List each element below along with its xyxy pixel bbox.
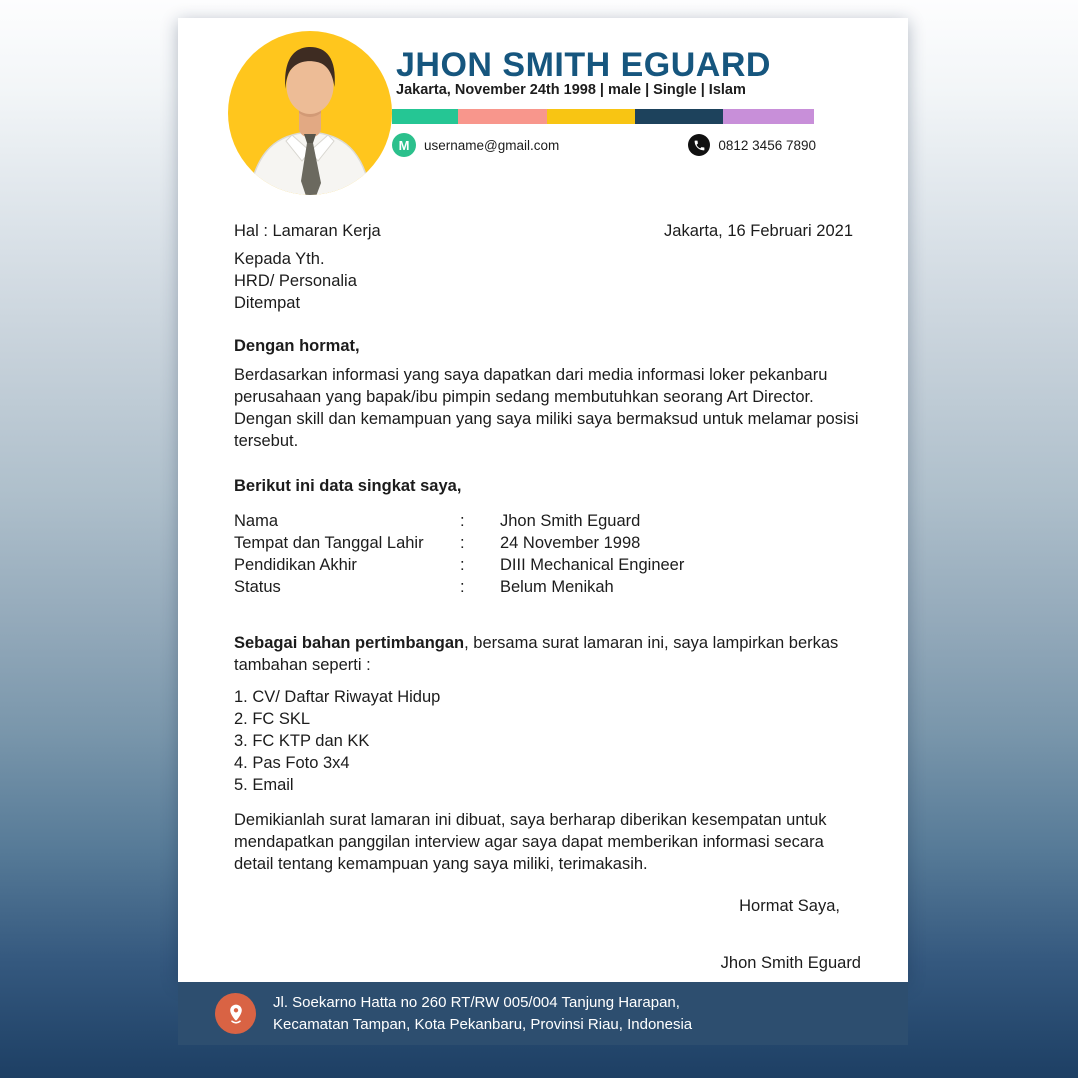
pd-separator: : (460, 556, 465, 574)
data-intro: Berikut ini data singkat saya, (234, 477, 462, 495)
signature-name: Jhon Smith Eguard (720, 954, 861, 972)
pd-value: DIII Mechanical Engineer (500, 556, 685, 574)
table-row (234, 510, 861, 532)
address-line-2: Kecamatan Tampan, Kota Pekanbaru, Provinsi Riau, Indonesia (273, 1015, 693, 1033)
attachments-lead-bold: Sebagai bahan pertimbangan (234, 634, 465, 652)
letter-body (234, 18, 861, 974)
list-item: 1. CV/ Daftar Riwayat Hidup (234, 688, 441, 706)
address-line-1: Jl. Soekarno Hatta no 260 RT/RW 005/004 Tanjung Harapan, (273, 993, 680, 1011)
email-icon: M (392, 133, 416, 157)
list-item: 2. FC SKL (234, 710, 311, 728)
email-text: username@gmail.com (424, 137, 560, 153)
recipient-line: Ditempat (234, 294, 301, 312)
attachments-list (234, 686, 861, 796)
list-item: 4. Pas Foto 3x4 (234, 754, 350, 772)
list-item: 3. FC KTP dan KK (234, 732, 370, 750)
location-pin-icon (215, 993, 256, 1034)
footer-band (178, 982, 908, 1045)
pd-label: Status (234, 578, 281, 596)
table-row (234, 532, 861, 554)
attachments-lead (234, 632, 861, 676)
footer-address (273, 992, 692, 1036)
recipient-line: Kepada Yth. (234, 250, 325, 268)
pd-separator: : (460, 578, 465, 596)
pd-value: Jhon Smith Eguard (500, 512, 641, 530)
letter-subject: Hal : Lamaran Kerja (234, 222, 381, 240)
person-subtitle: Jakarta, November 24th 1998 | male | Single | Islam (396, 82, 746, 98)
pd-value: 24 November 1998 (500, 534, 641, 552)
recipient-block (234, 248, 861, 314)
list-item: 5. Email (234, 776, 294, 794)
letter-date: Jakarta, 16 Februari 2021 (664, 222, 853, 240)
opening-paragraph: Berdasarkan informasi yang saya dapatkan dari media informasi loker pekanbaru perusahaan yang bapak/ibu pimpin sedang membutuhkan seorang Art Director. Dengan skill dan kemampuan yang saya miliki saya bermaksud untuk melamar posisi tersebut. (234, 366, 859, 450)
recipient-line: HRD/ Personalia (234, 272, 357, 290)
attachments-lead-rest: , bersama surat lamaran ini, saya lampirkan berkas tambahan seperti : (234, 634, 839, 674)
sign-off: Hormat Saya, (739, 897, 840, 915)
pd-label: Pendidikan Akhir (234, 556, 357, 574)
pd-value: Belum Menikah (500, 578, 614, 596)
pd-separator: : (460, 512, 465, 530)
closing-paragraph: Demikianlah surat lamaran ini dibuat, saya berharap diberikan kesempatan untuk mendapatkan panggilan interview agar saya dapat memberikan informasi secara detail tentang kemampuan yang saya miliki, terimakasih. (234, 811, 827, 873)
table-row (234, 554, 861, 576)
phone-text: 0812 3456 7890 (718, 137, 816, 153)
table-row (234, 576, 861, 598)
letter-page (178, 18, 908, 982)
pd-label: Tempat dan Tanggal Lahir (234, 534, 424, 552)
salutation: Dengan hormat, (234, 337, 360, 355)
subject-row (234, 220, 861, 242)
pd-separator: : (460, 534, 465, 552)
pd-label: Nama (234, 512, 279, 530)
personal-data-table (234, 510, 861, 598)
person-name: JHON SMITH EGUARD (396, 46, 771, 84)
